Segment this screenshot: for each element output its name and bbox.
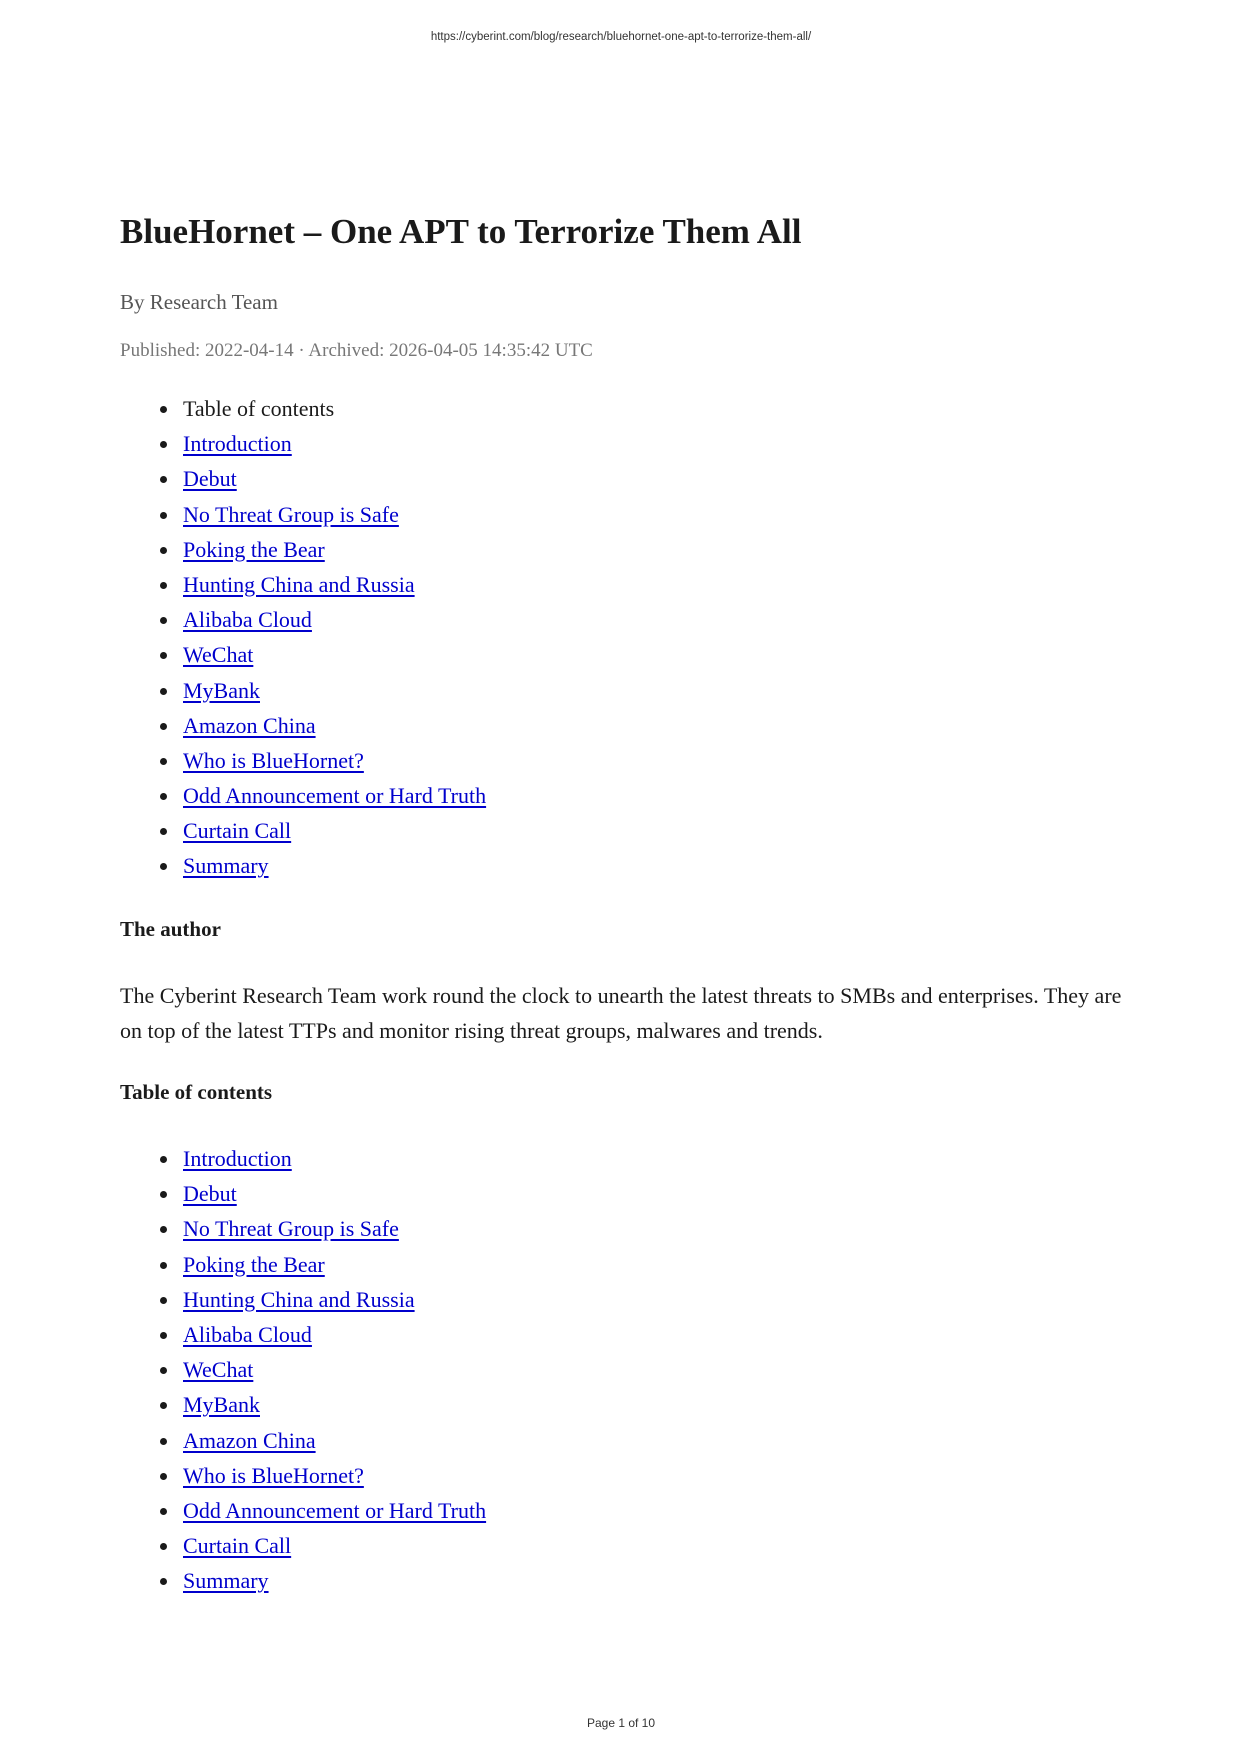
list-item: [120, 1423, 486, 1458]
list-item: [120, 1141, 486, 1176]
toc-link-mybank[interactable]: MyBank: [183, 677, 260, 703]
list-item: [120, 708, 486, 743]
toc-link-curtain-call[interactable]: Curtain Call: [183, 1533, 292, 1559]
author-description: The Cyberint Research Team work round the clock to unearth the latest threats to SMBs and enterprises. They are on top of the latest TTPs and monitor rising threat groups, malwares and trends.: [120, 983, 1122, 1043]
toc-link-poking-the-bear[interactable]: Poking the Bear: [183, 1251, 325, 1277]
toc-link-introduction[interactable]: Introduction: [183, 1146, 292, 1171]
toc-link-summary[interactable]: Summary: [183, 1568, 269, 1594]
toc-link-wechat[interactable]: WeChat: [183, 1357, 254, 1383]
list-item: [120, 461, 486, 496]
list-item: [120, 1458, 486, 1493]
toc-heading-label: Table of contents: [183, 396, 335, 421]
toc-link-hunting-china-and-russia[interactable]: Hunting China and Russia: [183, 571, 415, 597]
toc-link-amazon-china[interactable]: Amazon China: [183, 1427, 316, 1453]
toc-link-debut[interactable]: Debut: [183, 466, 237, 492]
toc-link-amazon-china[interactable]: Amazon China: [183, 712, 316, 738]
list-item: [120, 1211, 486, 1246]
toc-link-curtain-call[interactable]: Curtain Call: [183, 818, 292, 844]
author-heading: The author: [120, 917, 221, 941]
list-item: [120, 426, 486, 461]
list-item: [120, 1176, 486, 1211]
toc-link-who-is-bluehornet[interactable]: Who is BlueHornet?: [183, 1462, 364, 1488]
toc-link-no-threat-group-is-safe[interactable]: No Threat Group is Safe: [183, 501, 399, 527]
toc-heading-item: [120, 391, 486, 426]
publish-meta: Published: 2022-04-14 · Archived: 2026-04-05 14:35:42 UTC: [120, 340, 593, 361]
toc-link-alibaba-cloud[interactable]: Alibaba Cloud: [183, 1321, 312, 1347]
toc-link-who-is-bluehornet[interactable]: Who is BlueHornet?: [183, 747, 364, 773]
toc-heading: Table of contents: [120, 1080, 273, 1104]
table-of-contents-top: [120, 391, 486, 884]
list-item: [120, 1493, 486, 1528]
list-item: [120, 743, 486, 778]
list-item: [120, 532, 486, 567]
toc-link-alibaba-cloud[interactable]: Alibaba Cloud: [183, 607, 312, 633]
list-item: [120, 602, 486, 637]
list-item: [120, 497, 486, 532]
list-item: [120, 1247, 486, 1282]
list-item: [120, 567, 486, 602]
list-item: [120, 1387, 486, 1422]
page-number: Page 1 of 10: [586, 1716, 656, 1730]
toc-link-summary[interactable]: Summary: [183, 853, 269, 879]
toc-link-wechat[interactable]: WeChat: [183, 642, 254, 668]
byline: By Research Team: [120, 290, 278, 314]
toc-link-hunting-china-and-russia[interactable]: Hunting China and Russia: [183, 1286, 415, 1312]
list-item: [120, 1528, 486, 1563]
list-item: [120, 1317, 486, 1352]
toc-link-mybank[interactable]: MyBank: [183, 1392, 260, 1418]
toc-link-debut[interactable]: Debut: [183, 1181, 237, 1207]
page-title: BlueHornet – One APT to Terrorize Them All: [120, 212, 802, 251]
toc-link-odd-announcement[interactable]: Odd Announcement or Hard Truth: [183, 783, 487, 809]
list-item: [120, 778, 486, 813]
toc-link-poking-the-bear[interactable]: Poking the Bear: [183, 536, 325, 562]
toc-link-no-threat-group-is-safe[interactable]: No Threat Group is Safe: [183, 1216, 399, 1242]
toc-link-introduction[interactable]: Introduction: [183, 431, 292, 457]
list-item: [120, 813, 486, 848]
table-of-contents-bottom: [120, 1141, 486, 1598]
list-item: [120, 1282, 486, 1317]
list-item: [120, 848, 486, 883]
list-item: [120, 1563, 486, 1598]
list-item: [120, 637, 486, 672]
list-item: [120, 1352, 486, 1387]
list-item: [120, 673, 486, 708]
toc-link-odd-announcement[interactable]: Odd Announcement or Hard Truth: [183, 1497, 487, 1523]
page-url: https://cyberint.com/blog/research/bluehornet-one-apt-to-terrorize-them-all/: [430, 31, 812, 43]
